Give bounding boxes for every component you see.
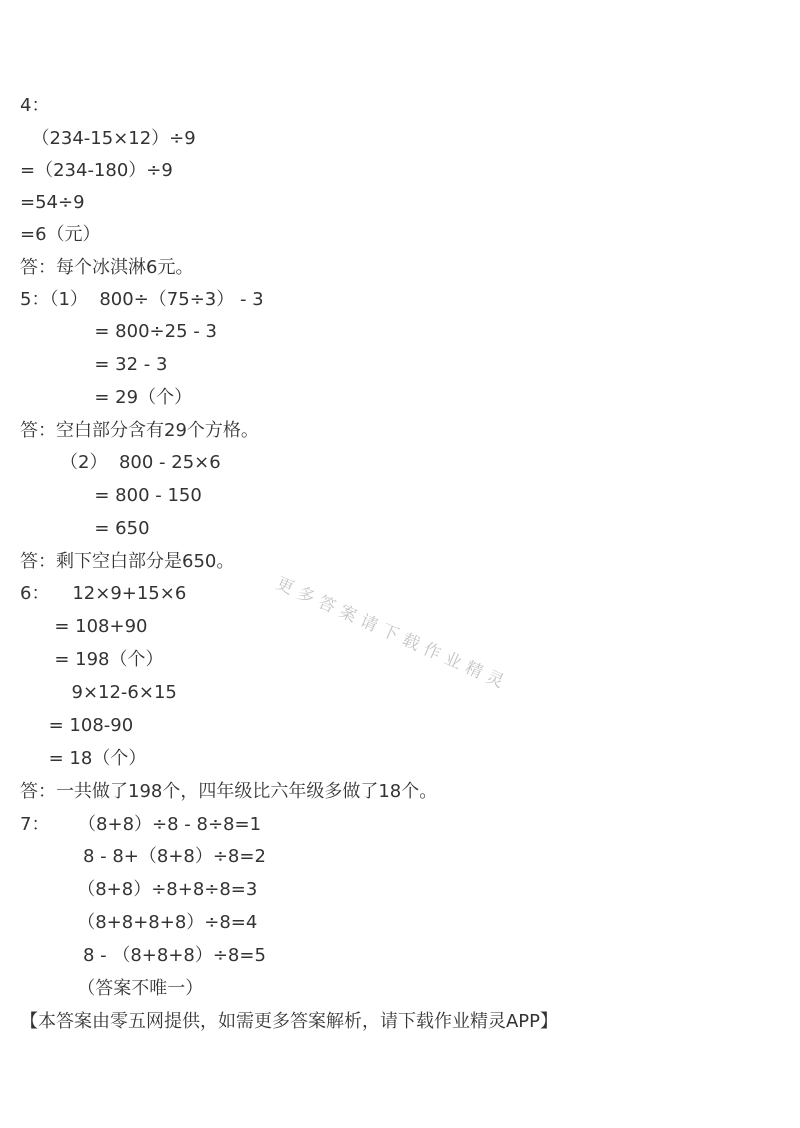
text-line: 4： (20, 95, 50, 116)
text-line: =（234-180）÷9 (20, 160, 173, 181)
text-line: 【本答案由零五网提供，如需更多答案解析，请下载作业精灵APP】 (20, 1011, 559, 1032)
text-line: 8 - （8+8+8）÷8=5 (20, 945, 266, 966)
text-line: （234-15×12）÷9 (20, 128, 196, 149)
text-line: = 108-90 (20, 715, 134, 736)
text-line: = 650 (20, 518, 150, 539)
text-line: = 29（个） (20, 387, 193, 408)
text-line: （答案不唯一） (20, 978, 204, 999)
text-line: 8 - 8+（8+8）÷8=2 (20, 846, 266, 867)
text-line: = 800 - 150 (20, 485, 202, 506)
text-line: 答：空白部分含有29个方格。 (20, 420, 259, 441)
text-line: （8+8）÷8+8÷8=3 (20, 879, 258, 900)
text-line: （2） 800 - 25×6 (20, 452, 221, 473)
watermark-text: 更多答案请下载作业精灵 (272, 573, 513, 695)
text-line: 答：每个冰淇淋6元。 (20, 257, 194, 278)
text-line: = 198（个） (20, 649, 164, 670)
text-line: 答：剩下空白部分是650。 (20, 551, 235, 572)
text-line: =6（元） (20, 224, 101, 245)
text-line: = 32 - 3 (20, 354, 168, 375)
text-line: 6： 12×9+15×6 (20, 583, 187, 604)
text-line: 5：（1） 800÷（75÷3） - 3 (20, 289, 264, 310)
text-line: = 800÷25 - 3 (20, 321, 217, 342)
text-line: 9×12-6×15 (20, 682, 177, 703)
text-line: 7： （8+8）÷8 - 8÷8=1 (20, 814, 262, 835)
text-line: 答：一共做了198个，四年级比六年级多做了18个。 (20, 781, 438, 802)
text-line: = 18（个） (20, 748, 147, 769)
text-line: =54÷9 (20, 192, 85, 213)
text-line: = 108+90 (20, 616, 148, 637)
text-line: （8+8+8+8）÷8=4 (20, 912, 258, 933)
